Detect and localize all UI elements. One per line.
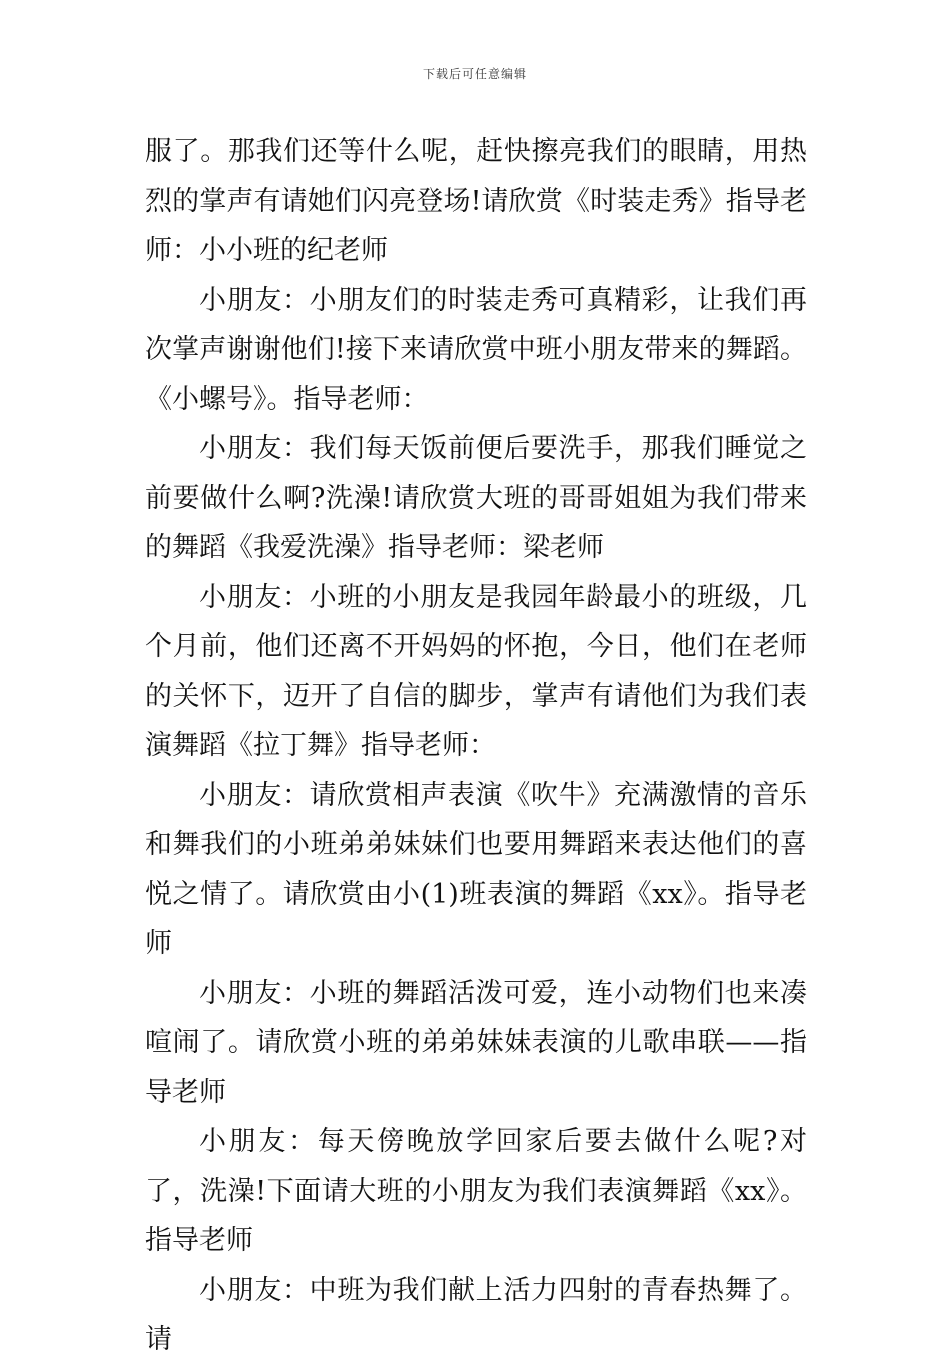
paragraph-7: 小朋友：每天傍晚放学回家后要去做什么呢?对了，洗澡!下面请大班的小朋友为我们表演舞蹈《xx》。指导老师 (145, 1126, 807, 1256)
document-body (145, 127, 807, 1365)
page-header: 下载后可任意编辑 (422, 67, 527, 81)
paragraph-2: 小朋友：小朋友们的时装走秀可真精彩，让我们再次掌声谢谢他们!接下来请欣赏中班小朋友带来的舞蹈。《小螺号》。指导老师： (145, 284, 807, 415)
paragraph-3: 小朋友：我们每天饭前便后要洗手，那我们睡觉之前要做什么啊?洗澡!请欣赏大班的哥哥姐姐为我们带来的舞蹈《我爱洗澡》指导老师：梁老师 (145, 433, 807, 563)
paragraph-6: 小朋友：小班的舞蹈活泼可爱，连小动物们也来凑喧闹了。请欣赏小班的弟弟妹妹表演的儿歌串联——指导老师 (145, 977, 807, 1108)
paragraph-8: 小朋友：中班为我们献上活力四射的青春热舞了。请 (145, 1274, 807, 1355)
paragraph-1: 服了。那我们还等什么呢，赶快擦亮我们的眼睛，用热烈的掌声有请她们闪亮登场!请欣赏《时装走秀》指导老师：小小班的纪老师 (145, 136, 807, 266)
paragraph-5: 小朋友：请欣赏相声表演《吹牛》充满激情的音乐和舞我们的小班弟弟妹妹们也要用舞蹈来表达他们的喜悦之情了。请欣赏由小(1)班表演的舞蹈《xx》。指导老师 (145, 779, 807, 959)
paragraph-4: 小朋友：小班的小朋友是我园年龄最小的班级，几个月前，他们还离不开妈妈的怀抱，今日，他们在老师的关怀下，迈开了自信的脚步，掌声有请他们为我们表演舞蹈《拉丁舞》指导老师： (145, 581, 807, 761)
